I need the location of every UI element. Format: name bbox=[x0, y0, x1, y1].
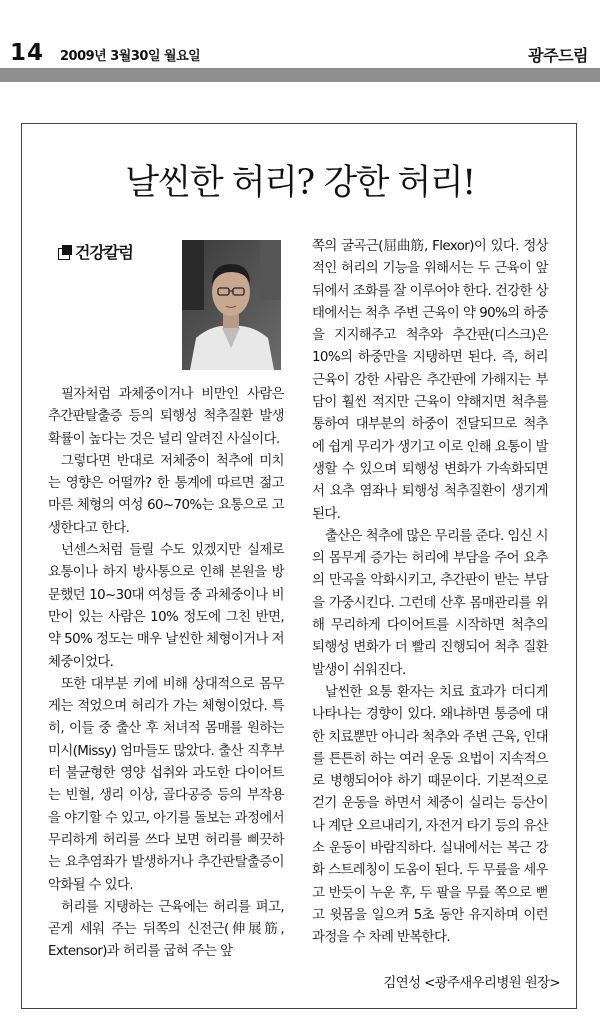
header-rule bbox=[0, 68, 600, 82]
paragraph: 날씬한 요통 환자는 치료 효과가 더디게 나타나는 경향이 있다. 왜냐하면 통증에 대한 치료뿐만 아니라 척추와 주변 근육, 인대를 튼튼히 하는 여러 운동 요법이 지속적으로 병행되어야 하기 때문이다. 기본적으로 걷기 운동을 하면서 체중이 실리는 등산이나 계단 오르내리기, 자전거 타기 등의 유산소 운동이 바람직하다. 실내에서는 복근 강화 스트레칭이 도움이 된다. 두 무릎을 세우고 반듯이 누운 후, 두 팔을 무릎 쪽으로 뻗고 윗몸을 일으켜 5초 동안 유지하며 이런 과정을 수 차례 반복한다. bbox=[312, 684, 548, 946]
column-label-text: 건강칼럼 bbox=[75, 243, 133, 262]
column-marker-icon bbox=[58, 245, 72, 259]
paragraph: 또한 대부분 키에 비해 상대적으로 몸무게는 적었으며 허리가 가는 체형이었다. 특히, 이들 중 출산 후 처녀적 몸매를 원하는 미시(Missy) 엄마들도 많았다. 출산 직후부터 불균형한 영양 섭취와 과도한 다이어트는 빈혈, 생리 이상, 골다공증 등의 부작용을 야기할 수 있고, 아기를 돌보는 과정에서 무리하게 허리를 쓰다 보면 허리를 삐끗하는 요추염좌가 발생하거나 추간판탈출증이 악화될 수 있다. bbox=[48, 676, 284, 893]
issue-date: 2009년 3월30일 월요일 bbox=[60, 49, 201, 64]
paragraph: 그렇다면 반대로 저체중이 척추에 미치는 영향은 어떨까? 한 통계에 따르면 젊고 마른 체형의 여성 60~70%는 요통으로 고생한다고 한다. bbox=[48, 453, 284, 536]
newspaper-brand: 광주드림 bbox=[528, 46, 588, 65]
paragraph: 필자처럼 과체중이거나 비만인 사람은 추간판탈출증 등의 퇴행성 척추질환 발생 확률이 높다는 것은 널리 알려진 사실이다. bbox=[48, 387, 284, 447]
page-number: 14 bbox=[10, 40, 45, 66]
author-portrait-icon bbox=[182, 240, 281, 370]
article-column-right bbox=[312, 236, 548, 950]
paragraph: 쪽의 굴곡근(屈曲筋, Flexor)이 있다. 정상적인 허리의 기능을 위해서는 두 근육이 앞뒤에서 조화를 잘 이루어야 한다. 건강한 상태에서는 척추 주변 근육이 약 90%의 하중을 지지해주고 척추와 추간판(디스크)은 10%의 하중만을 지탱하면 된다. 즉, 허리 근육이 강한 사람은 추간판에 가해지는 부담이 훨씬 적지만 근육이 약해지면 척추를 통하여 대부분의 하중이 전달되므로 척추에 쉽게 무리가 생기고 이로 인해 요통이 발생할 수 있으며 퇴행성 변화가 가속화되면서 요추 염좌나 퇴행성 척추질환이 생기게 된다. bbox=[312, 239, 548, 522]
page-header bbox=[0, 0, 600, 80]
paragraph: 넌센스처럼 들릴 수도 있겠지만 실제로 요통이나 하지 방사통으로 인해 본원을 방문했던 10~30대 여성들 중 과체중이나 비만이 있는 사람은 10% 정도에 그친 반면, 약 50% 정도는 매우 날씬한 체형이거나 저체중이었다. bbox=[48, 543, 284, 670]
author-byline: 김연성 <광주새우리병원 원장> bbox=[383, 976, 560, 991]
column-label bbox=[58, 240, 133, 263]
article-title: 날씬한 허리? 강한 허리! bbox=[125, 163, 475, 203]
author-photo bbox=[182, 240, 281, 370]
paragraph: 허리를 지탱하는 근육에는 허리를 펴고, 곧게 세워 주는 뒤쪽의 신전근(伸展筋, Extensor)과 허리를 굽혀 주는 앞 bbox=[48, 899, 284, 960]
paragraph: 출산은 척추에 많은 무리를 준다. 임신 시의 몸무게 증가는 허리에 부담을 주어 요추의 만곡을 악화시키고, 추간판이 받는 부담을 가중시킨다. 그런데 산후 몸매관리를 위해 무리하게 다이어트를 시작하면 척추의 퇴행성 변화가 더 빨리 진행되어 척추 질환 발생이 쉬워진다. bbox=[312, 528, 548, 678]
article-column-left bbox=[48, 384, 284, 964]
